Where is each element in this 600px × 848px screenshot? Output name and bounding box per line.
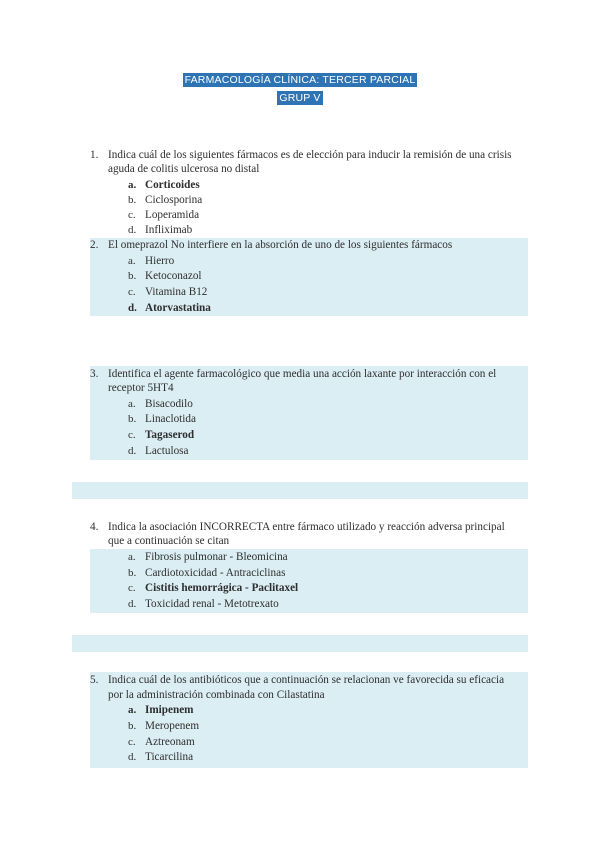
option-text: Ciclosporina [145, 194, 203, 206]
option-text: Linaclotida [145, 413, 196, 425]
option-text: Lactulosa [145, 445, 189, 457]
option-letter: d. [128, 751, 137, 763]
question-text: Indica cuál de los antibióticos que a continuación se relacionan ve favorecida su eficacia [108, 674, 505, 686]
question-number: 4. [90, 521, 99, 533]
option-text: Hierro [145, 255, 175, 267]
option-letter: a. [128, 255, 136, 267]
option-letter: c. [128, 209, 136, 221]
option-text-correct: Tagaserod [145, 429, 195, 441]
option-letter: c. [128, 429, 136, 441]
option-text: Meropenem [145, 720, 200, 732]
option-letter: d. [128, 302, 137, 314]
question-text: por la administración combinada con Cilastatina [108, 689, 325, 701]
option-text-correct: Imipenem [145, 704, 194, 716]
option-text: Ticarcilina [145, 751, 194, 763]
question-number: 1. [90, 149, 99, 161]
separator-band-2 [72, 635, 528, 652]
option-text: Fibrosis pulmonar - Bleomicina [145, 551, 288, 563]
option-letter: d. [128, 224, 137, 236]
option-letter: b. [128, 413, 137, 425]
question-number: 2. [90, 239, 99, 251]
option-text: Aztreonam [145, 736, 195, 748]
question-text: receptor 5HT4 [108, 382, 174, 394]
option-letter: b. [128, 567, 137, 579]
option-letter: c. [128, 582, 136, 594]
option-text-correct: Cistitis hemorrágica - Paclitaxel [145, 582, 299, 594]
option-text: Infliximab [145, 224, 193, 236]
question-text: Indica cuál de los siguientes fármacos es de elección para inducir la remisión de una crisis [108, 149, 512, 161]
option-letter: d. [128, 598, 137, 610]
question-text: aguda de colitis ulcerosa no distal [108, 163, 260, 175]
separator-band-1 [72, 482, 528, 499]
option-text: Bisacodilo [145, 398, 193, 410]
option-text: Toxicidad renal - Metotrexato [145, 598, 279, 610]
option-text: Cardiotoxicidad - Antraciclinas [145, 567, 286, 579]
question-text: que a continuación se citan [108, 535, 230, 547]
option-text-correct: Corticoides [145, 179, 200, 191]
option-text: Vitamina B12 [145, 286, 208, 298]
question-number: 5. [90, 674, 99, 686]
option-text-correct: Atorvastatina [145, 302, 211, 314]
document-subtitle: GRUP V [279, 92, 321, 104]
option-letter: c. [128, 286, 136, 298]
question-text: Identifica el agente farmacológico que media una acción laxante por interacción con el [108, 368, 497, 380]
option-text: Loperamida [145, 209, 200, 221]
option-letter: a. [128, 704, 137, 716]
option-letter: b. [128, 194, 137, 206]
option-letter: b. [128, 270, 137, 282]
option-letter: a. [128, 179, 137, 191]
option-letter: d. [128, 445, 137, 457]
question-number: 3. [90, 368, 99, 380]
option-text: Ketoconazol [145, 270, 202, 282]
document-title: FARMACOLOGÍA CLÍNICA: TERCER PARCIAL [184, 74, 416, 86]
option-letter: a. [128, 551, 136, 563]
question-text: El omeprazol No interfiere en la absorción de uno de los siguientes fármacos [108, 239, 453, 251]
option-letter: a. [128, 398, 136, 410]
question-text: Indica la asociación INCORRECTA entre fármaco utilizado y reacción adversa principal [108, 521, 505, 533]
option-letter: c. [128, 736, 136, 748]
option-letter: b. [128, 720, 137, 732]
